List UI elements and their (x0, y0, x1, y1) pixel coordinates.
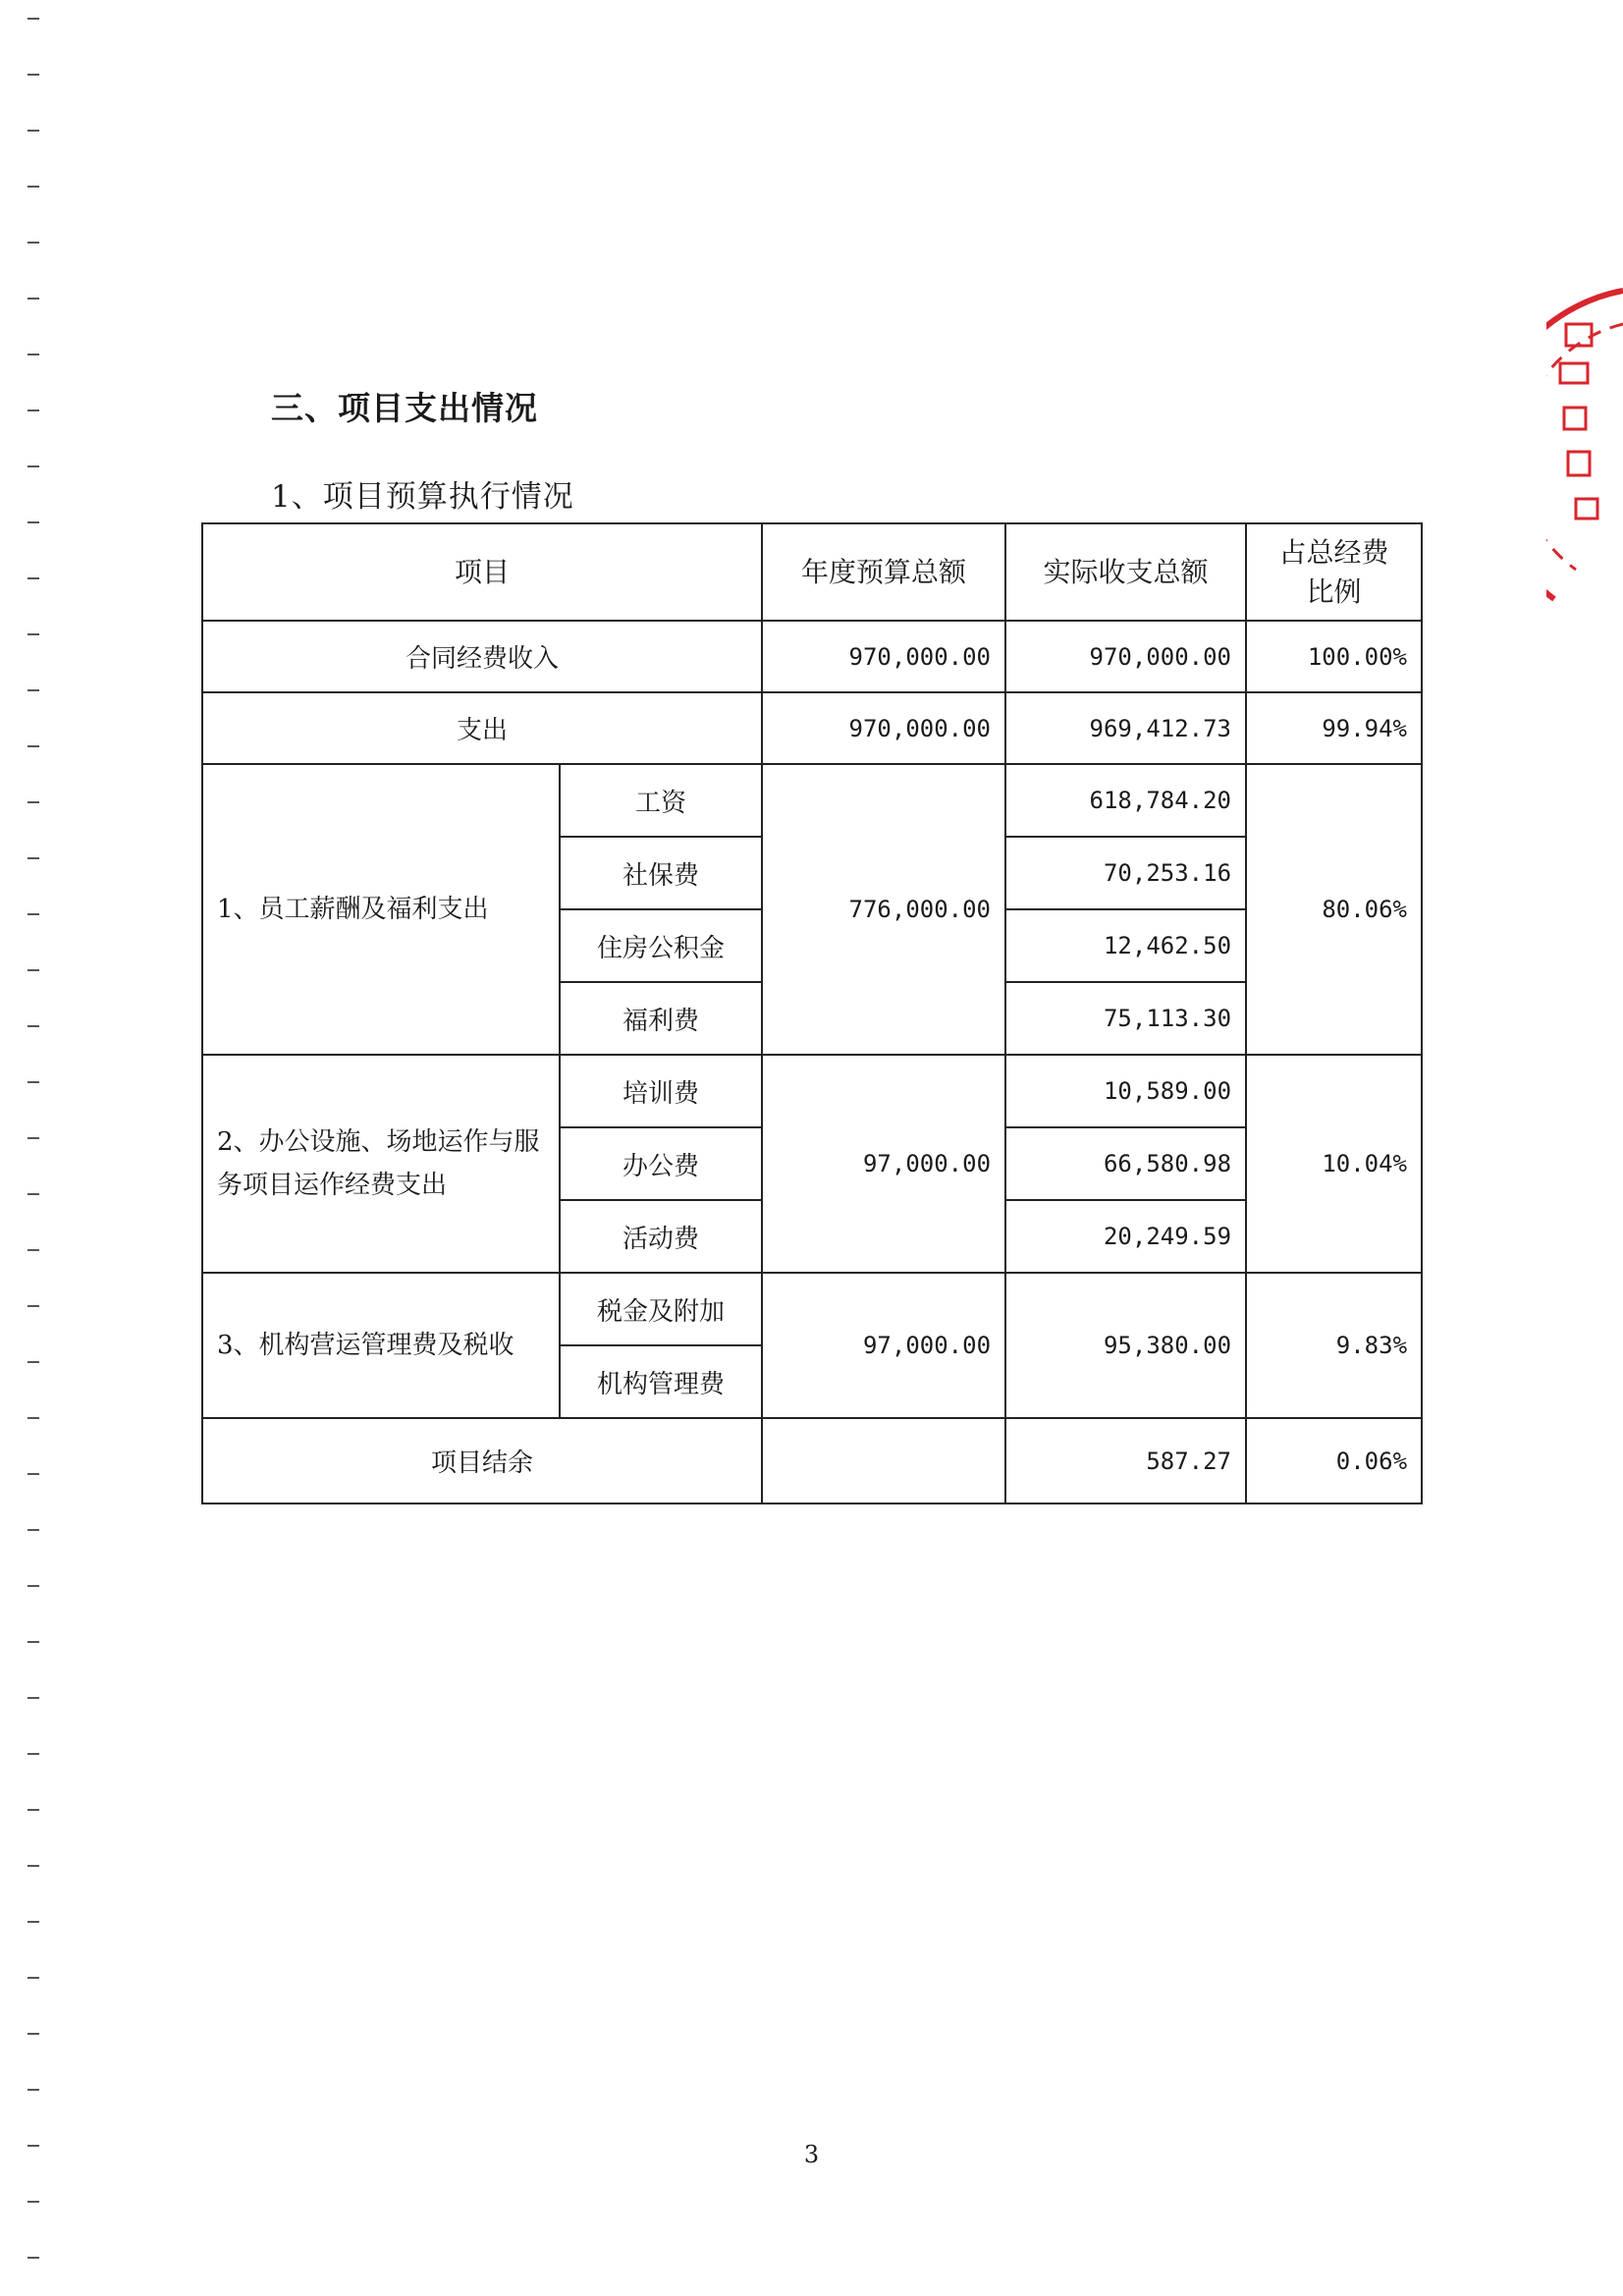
group2-label: 2、办公设施、场地运作与服务项目运作经费支出 (202, 1055, 560, 1273)
income-budget: 970,000.00 (762, 621, 1005, 692)
binding-tick (27, 1305, 39, 1307)
group1-item-label: 福利费 (560, 982, 762, 1055)
group1-label: 1、员工薪酬及福利支出 (202, 764, 560, 1055)
binding-tick (27, 801, 39, 803)
group3-label: 3、机构营运管理费及税收 (202, 1273, 560, 1418)
group1-item-label: 工资 (560, 764, 762, 837)
group1-item-actual: 618,784.20 (1005, 764, 1246, 837)
balance-actual: 587.27 (1005, 1418, 1246, 1503)
expense-label: 支出 (202, 692, 762, 764)
binding-tick (27, 18, 39, 20)
group2-item-label: 活动费 (560, 1200, 762, 1273)
binding-tick (27, 354, 39, 355)
binding-tick (27, 913, 39, 915)
binding-tick (27, 745, 39, 747)
expense-ratio: 99.94% (1246, 692, 1422, 764)
binding-tick (27, 2257, 39, 2259)
group1-item-label: 住房公积金 (560, 909, 762, 982)
group2-item-label: 培训费 (560, 1055, 762, 1127)
section-title: 三、项目支出情况 (271, 389, 538, 427)
table-row (202, 1055, 1422, 1127)
balance-label: 项目结余 (202, 1418, 762, 1503)
group3-ratio: 9.83% (1246, 1273, 1422, 1418)
table-row (202, 621, 1422, 692)
budget-execution-table (201, 522, 1423, 1504)
group2-item-actual: 66,580.98 (1005, 1127, 1246, 1200)
binding-tick (27, 1473, 39, 1475)
group1-item-label: 社保费 (560, 837, 762, 909)
binding-tick (27, 1249, 39, 1251)
table-row (202, 764, 1422, 837)
page-number: 3 (803, 2141, 820, 2168)
group1-ratio: 80.06% (1246, 764, 1422, 1055)
binding-tick (27, 465, 39, 467)
binding-tick (27, 2201, 39, 2203)
group1-budget: 776,000.00 (762, 764, 1005, 1055)
binding-tick (27, 242, 39, 244)
binding-marks (0, 0, 59, 2296)
income-actual: 970,000.00 (1005, 621, 1246, 692)
header-ratio: 占总经费比例 (1246, 523, 1422, 621)
binding-tick (27, 410, 39, 411)
table-row (202, 1273, 1422, 1345)
binding-tick (27, 186, 39, 188)
binding-tick (27, 130, 39, 132)
binding-tick (27, 1809, 39, 1811)
income-label: 合同经费收入 (202, 621, 762, 692)
header-item: 项目 (202, 523, 762, 621)
binding-tick (27, 969, 39, 971)
group2-budget: 97,000.00 (762, 1055, 1005, 1273)
group2-ratio: 10.04% (1246, 1055, 1422, 1273)
binding-tick (27, 1081, 39, 1083)
group1-item-actual: 12,462.50 (1005, 909, 1246, 982)
binding-tick (27, 1865, 39, 1867)
group2-item-label: 办公费 (560, 1127, 762, 1200)
binding-tick (27, 577, 39, 579)
binding-tick (27, 1137, 39, 1139)
income-ratio: 100.00% (1246, 621, 1422, 692)
binding-tick (27, 1025, 39, 1027)
binding-tick (27, 1529, 39, 1531)
binding-tick (27, 74, 39, 76)
binding-tick (27, 1417, 39, 1419)
binding-tick (27, 1977, 39, 1979)
red-seal-stamp (1546, 285, 1623, 619)
binding-tick (27, 1193, 39, 1195)
balance-budget (762, 1418, 1005, 1503)
table-header-row (202, 523, 1422, 621)
group3-actual: 95,380.00 (1005, 1273, 1246, 1418)
group2-item-actual: 10,589.00 (1005, 1055, 1246, 1127)
subsection-title: 1、项目预算执行情况 (271, 479, 574, 515)
binding-tick (27, 1753, 39, 1755)
group1-item-actual: 70,253.16 (1005, 837, 1246, 909)
group3-budget: 97,000.00 (762, 1273, 1005, 1418)
binding-tick (27, 1361, 39, 1363)
group3-item-label: 机构管理费 (560, 1345, 762, 1418)
binding-tick (27, 1697, 39, 1699)
binding-tick (27, 1585, 39, 1587)
binding-tick (27, 298, 39, 300)
binding-tick (27, 1641, 39, 1643)
binding-tick (27, 857, 39, 859)
binding-tick (27, 521, 39, 523)
group2-item-actual: 20,249.59 (1005, 1200, 1246, 1273)
binding-tick (27, 689, 39, 691)
table-row (202, 692, 1422, 764)
group3-item-label: 税金及附加 (560, 1273, 762, 1345)
binding-tick (27, 2033, 39, 2035)
table-row (202, 1418, 1422, 1503)
balance-ratio: 0.06% (1246, 1418, 1422, 1503)
header-actual: 实际收支总额 (1005, 523, 1246, 621)
binding-tick (27, 633, 39, 635)
binding-tick (27, 2089, 39, 2091)
header-budget: 年度预算总额 (762, 523, 1005, 621)
expense-budget: 970,000.00 (762, 692, 1005, 764)
group1-item-actual: 75,113.30 (1005, 982, 1246, 1055)
expense-actual: 969,412.73 (1005, 692, 1246, 764)
binding-tick (27, 1921, 39, 1923)
